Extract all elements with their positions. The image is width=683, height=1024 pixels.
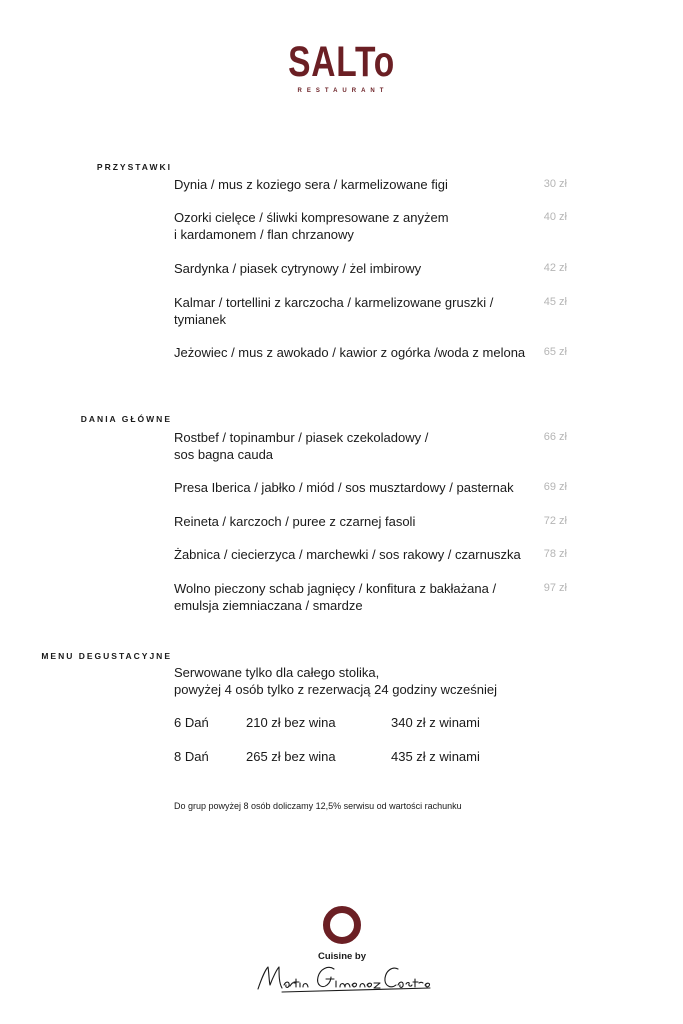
menu-item	[174, 580, 534, 614]
menu-item-line: sos bagna cauda	[174, 447, 274, 462]
tasting-option-price-wine: 340 zł z winami	[391, 715, 480, 730]
menu-item	[174, 429, 534, 463]
menu-item-line: Jeżowiec / mus z awokado / kawior z ogórka /woda z melona	[174, 345, 526, 360]
restaurant-logo	[0, 40, 683, 84]
tasting-option-name: 6 Dań	[174, 715, 209, 730]
menu-item-price: 97 zł	[543, 582, 567, 594]
menu-item-line: Reineta / karczoch / puree z czarnej fasoli	[174, 514, 416, 529]
menu-item-price: 69 zł	[543, 481, 567, 493]
menu-item	[174, 479, 534, 496]
tasting-option-price-wine: 435 zł z winami	[391, 749, 480, 764]
menu-item-line: Żabnica / ciecierzyca / marchewki / sos rakowy / czarnuszka	[174, 547, 521, 562]
menu-item-price: 45 zł	[543, 296, 567, 308]
menu-item	[174, 260, 534, 277]
section-title-tasting: MENU DEGUSTACYJNE	[41, 651, 172, 661]
service-charge-note: Do grup powyżej 8 osób doliczamy 12,5% serwisu od wartości rachunku	[174, 801, 462, 811]
tasting-option-name: 8 Dań	[174, 749, 209, 764]
menu-item-price: 72 zł	[543, 515, 567, 527]
tasting-description-line: powyżej 4 osób tylko z rezerwacją 24 godziny wcześniej	[174, 682, 497, 697]
menu-item	[174, 176, 534, 193]
menu-item-price: 66 zł	[543, 431, 567, 443]
tasting-description-line: Serwowane tylko dla całego stolika,	[174, 665, 380, 680]
menu-item-line: i kardamonem / flan chrzanowy	[174, 227, 354, 242]
tasting-option-price-no-wine: 210 zł bez wina	[246, 715, 336, 730]
menu-item	[174, 344, 539, 361]
menu-item-line: Wolno pieczony schab jagnięcy / konfitura z bakłażana /	[174, 581, 497, 596]
section-title-mains: DANIA GŁÓWNE	[80, 414, 172, 424]
menu-item-line: tymianek	[174, 312, 227, 327]
menu-item-line: Ozorki cielęce / śliwki kompresowane z anyżem	[174, 210, 449, 225]
logo-subtitle: RESTAURANT	[297, 88, 389, 94]
menu-item-line: Kalmar / tortellini z karczocha / karmelizowane gruszki /	[174, 295, 494, 310]
tasting-option-price-no-wine: 265 zł bez wina	[246, 749, 336, 764]
menu-item-price: 42 zł	[543, 262, 567, 274]
logo-wordmark: SALTo	[288, 38, 395, 86]
menu-item-price: 65 zł	[543, 346, 567, 358]
cuisine-by-label: Cuisine by	[317, 951, 367, 962]
menu-item	[174, 294, 534, 328]
chef-signature	[252, 955, 437, 999]
menu-item-price: 78 zł	[543, 548, 567, 560]
section-title-starters: PRZYSTAWKI	[96, 162, 172, 172]
menu-item-line: Presa Iberica / jabłko / miód / sos musztardowy / pasternak	[174, 480, 514, 495]
tasting-description	[174, 664, 497, 698]
menu-item-line: emulsja ziemniaczana / smardze	[174, 598, 363, 613]
menu-item	[174, 209, 534, 243]
menu-item-line: Sardynka / piasek cytrynowy / żel imbirowy	[174, 261, 422, 276]
menu-item-price: 30 zł	[543, 178, 567, 190]
menu-item-line: Rostbef / topinambur / piasek czekoladowy /	[174, 430, 429, 445]
menu-item-line: Dynia / mus z koziego sera / karmelizowane figi	[174, 177, 448, 192]
ring-icon	[322, 905, 362, 945]
menu-item-price: 40 zł	[543, 211, 567, 223]
menu-item	[174, 546, 534, 563]
menu-item	[174, 513, 534, 530]
